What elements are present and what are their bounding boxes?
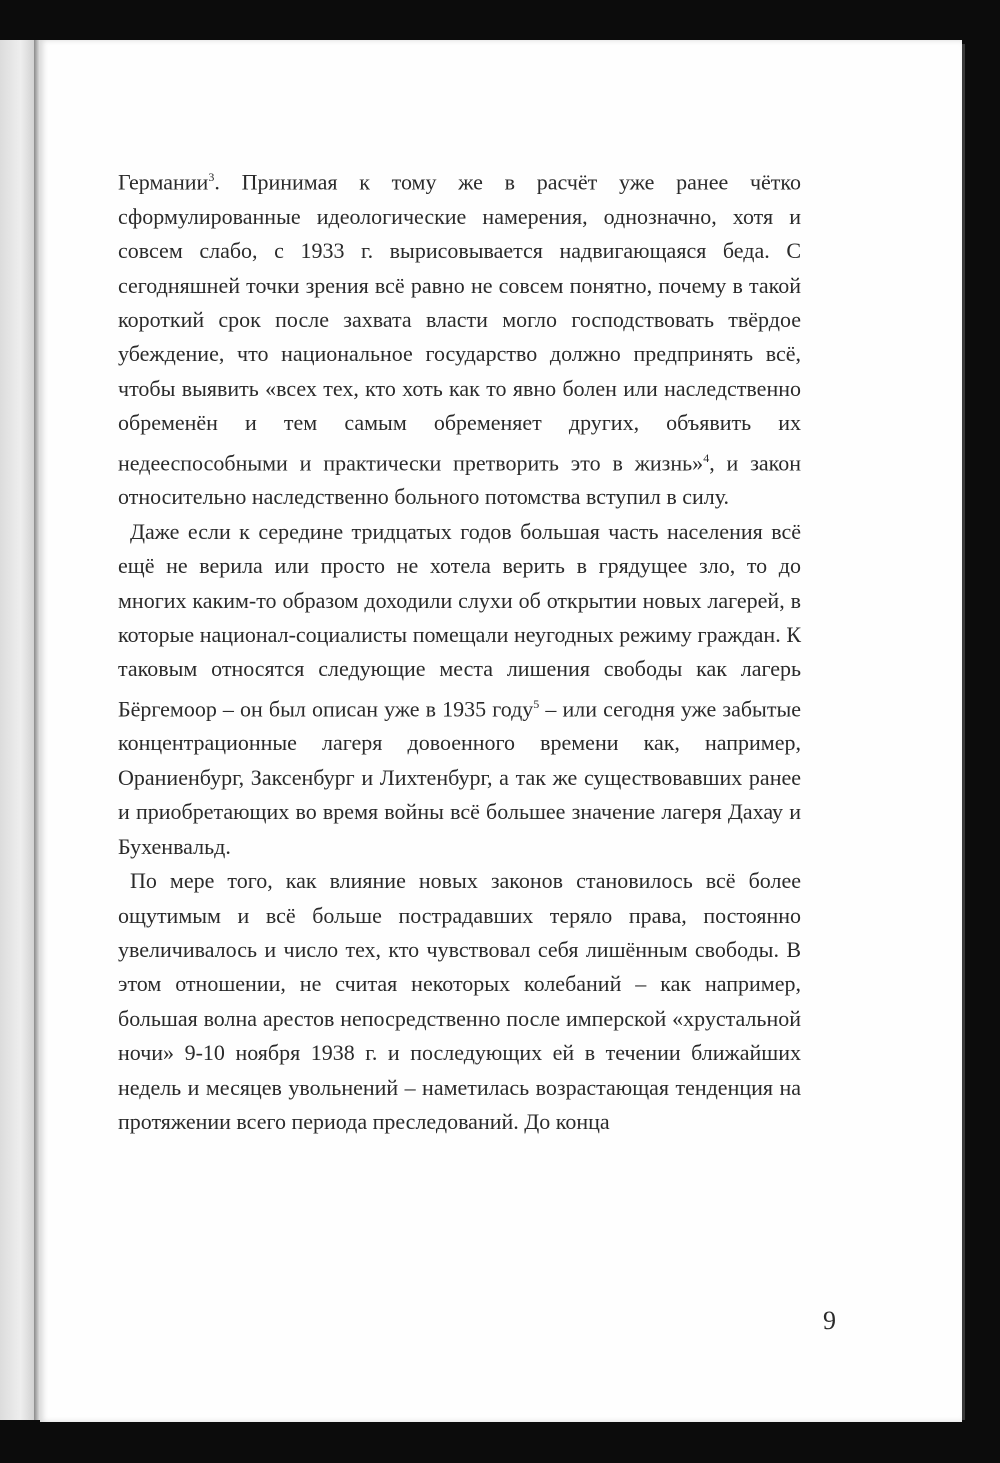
paragraph-2 xyxy=(118,515,801,864)
paragraph-1 xyxy=(118,160,801,515)
page-number: 9 xyxy=(823,1306,836,1335)
left-page-edge xyxy=(0,40,34,1420)
paragraph-3 xyxy=(118,864,801,1139)
text-run: Германии xyxy=(118,169,209,195)
footnote-ref-3: 3 xyxy=(208,170,215,184)
body-text xyxy=(118,160,801,1139)
page-edge-shadow xyxy=(962,44,965,1420)
text-run: Даже если к середине тридцатых годов большая часть населения всё ещё не верила или просто не хотела верить в грядущее зло, то до многих каким-то образом доходили слухи об открытии новых лагерей, в которые национал-социалисты помещали неугодных режиму граждан. К таковым относятся следующие места лишения свободы как лагерь Бёргемоор – он был описан уже в 1935 году xyxy=(118,518,801,722)
text-run: – или сегодня уже забытые концентрационные лагеря довоенного времени как, например, Ораниенбург, Заксенбург и Лихтенбург, а так же существовавших ранее и приобретающих во время войны всё большее значение лагеря Дахау и Бухенвальд. xyxy=(118,696,801,859)
text-run: , и закон относительно наследственно больного потомства вступил в силу. xyxy=(118,449,802,510)
footnote-ref-5: 5 xyxy=(533,696,540,711)
text-run: . Принимая к тому же в расчёт уже ранее чётко сформулированные идеологические намерения, однозначно, хотя и совсем слабо, с 1933 г. вырисовывается надвигающаяся беда. С сегодняшней точки зрения всё равно не совсем понятно, почему в такой короткий срок после захвата власти могло господствовать твёрдое убеждение, что национальное государство должно предпринять всё, чтобы выявить «всех тех, кто хоть как то явно болен или наследственно обременён и тем самым обременяет других, объявить их недееспособными и практически претворить это в жизнь» xyxy=(118,169,801,475)
text-run: По мере того, как влияние новых законов становилось всё более ощутимым и всё больше пострадавших теряло права, постоянно увеличивалось и число тех, кто чувствовал себя лишённым свободы. В этом отношении, не считая некоторых колебаний – как например, большая волна арестов непосредственно после имперской «хрустальной ночи» 9-10 ноября 1938 г. и последующих ей в течении ближайших недель и месяцев увольнений – наметилась возрастающая тенденция на протяжении всего периода преследований. До конца xyxy=(118,868,801,1134)
footnote-ref-4: 4 xyxy=(703,450,710,465)
